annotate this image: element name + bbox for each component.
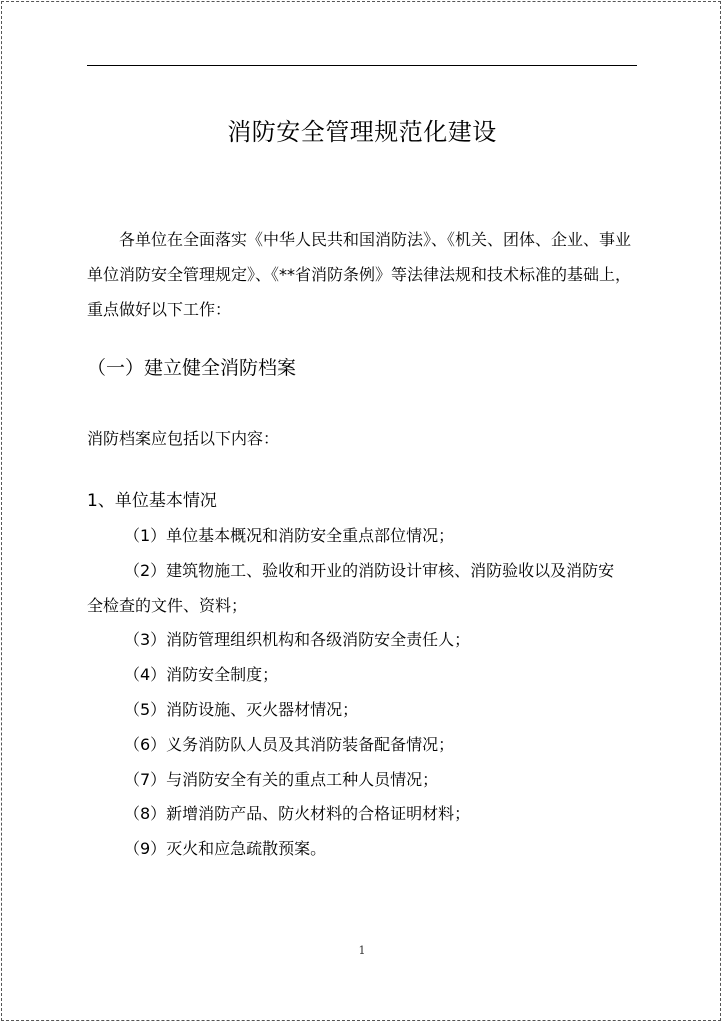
list-item — [87, 693, 647, 728]
intro-line: 各单位在全面落实《中华人民共和国消防法》、《机关、团体、企业、事业 — [119, 230, 632, 249]
list-item-text: （6）义务消防队人员及其消防装备配备情况； — [124, 734, 455, 754]
list-item-continuation: 全检查的文件、资料； — [87, 595, 248, 615]
list-item — [87, 658, 647, 693]
list-item — [87, 832, 647, 867]
list-item — [87, 623, 647, 658]
intro-paragraph — [87, 222, 653, 327]
content-list — [87, 519, 647, 867]
intro-line: 单位消防安全管理规定》、《**省消防条例》等法律法规和技术标准的基础上， — [87, 265, 632, 284]
list-item-text: （7）与消防安全有关的重点工种人员情况； — [124, 769, 439, 789]
page-number: 1 — [358, 944, 366, 957]
list-item — [87, 554, 647, 624]
list-item-text: （9）灭火和应急疏散预案。 — [124, 839, 327, 859]
list-item — [87, 519, 647, 554]
list-item-text: （4）消防安全制度； — [124, 665, 279, 685]
list-item-text: （8）新增消防产品、防火材料的合格证明材料； — [124, 804, 471, 824]
header-rule — [87, 65, 637, 66]
lead-line: 消防档案应包括以下内容： — [87, 429, 280, 448]
document-title: 消防安全管理规范化建设 — [227, 118, 497, 146]
list-item — [87, 728, 647, 763]
section-heading: （一）建立健全消防档案 — [87, 357, 297, 379]
list-item-text: （2）建筑物施工、验收和开业的消防设计审核、消防验收以及消防安 — [124, 560, 615, 580]
list-item — [87, 763, 647, 798]
list-item — [87, 797, 647, 832]
list-item-text: （3）消防管理组织机构和各级消防安全责任人； — [124, 630, 471, 650]
sub-heading: 1、单位基本情况 — [87, 491, 217, 511]
list-item-text: （1）单位基本概况和消防安全重点部位情况； — [124, 526, 455, 545]
list-item-text: （5）消防设施、灭火器材情况； — [124, 699, 359, 719]
intro-line: 重点做好以下工作： — [87, 300, 232, 319]
